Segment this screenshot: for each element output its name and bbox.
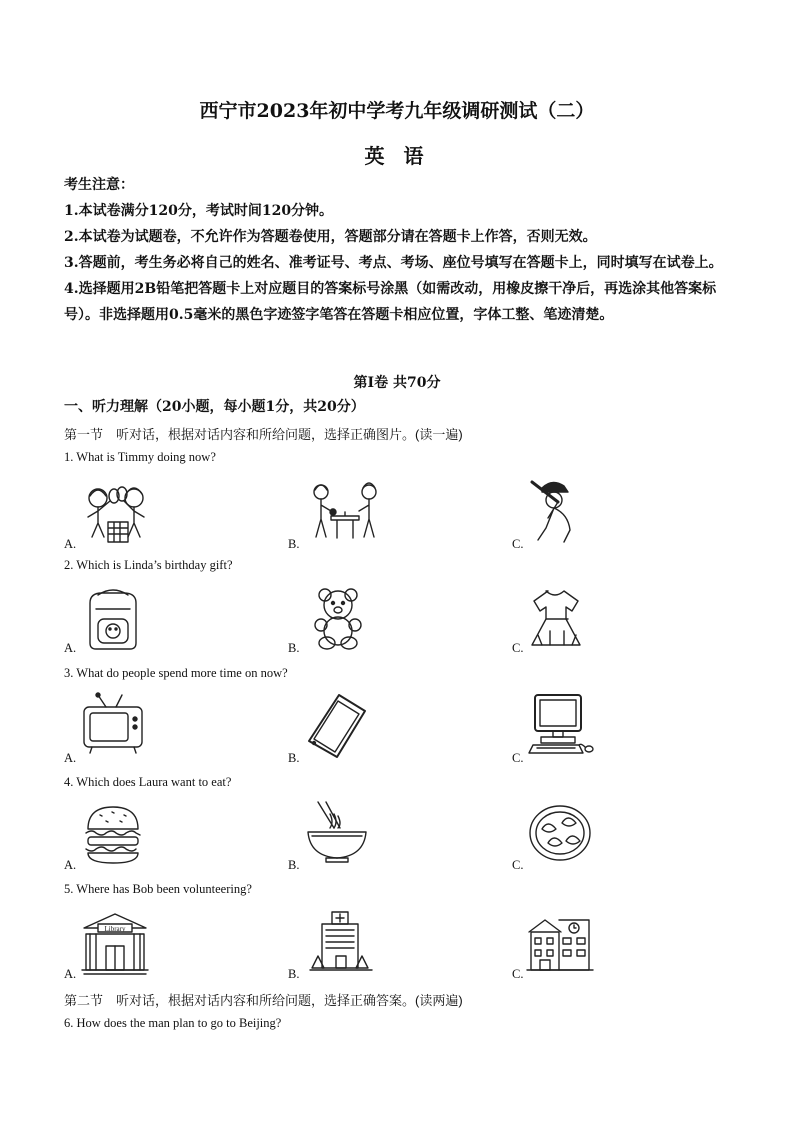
option-label: C. <box>512 751 524 765</box>
option-label: B. <box>288 858 300 872</box>
hamburger-icon <box>82 803 144 865</box>
exam-notes <box>64 172 736 328</box>
smartphone-icon <box>305 693 367 759</box>
option-label: C. <box>512 537 524 551</box>
dress-icon <box>524 585 590 651</box>
exam-title: 西宁市2023年初中学考九年级调研测试（二） <box>199 100 595 122</box>
teddy-bear-icon <box>305 585 371 651</box>
question-3: 3. What do people spend more time on now? <box>64 666 288 680</box>
option-label: C. <box>512 641 524 655</box>
option-label: A. <box>64 641 77 655</box>
backpack-icon <box>80 585 146 651</box>
option-label: B. <box>288 751 300 765</box>
question-1: 1. What is Timmy doing now? <box>64 450 216 464</box>
option-label: A. <box>64 537 77 551</box>
section-heading: 一、听力理解（20小题，每小题1分，共20分） <box>64 399 365 415</box>
question-6: 6. How does the man plan to go to Beijing? <box>64 1016 282 1030</box>
noodles-icon <box>304 800 370 866</box>
ping-pong-players-icon <box>307 478 383 544</box>
question-5: 5. Where has Bob been volunteering? <box>64 882 252 896</box>
subject-title: 英 语 <box>364 144 430 168</box>
question-4: 4. Which does Laura want to eat? <box>64 775 232 789</box>
note-item: 4.选择题用2B铅笔把答题卡上对应题目的答案标号涂黑（如需改动，用橡皮擦干净后，再选涂其他答案标号）。非选择题用0.5毫米的黑色字迹签字笔答在答题卡相应位置，字体工整、笔迹清楚。 <box>64 281 717 323</box>
notes-heading: 考生注意： <box>64 177 134 193</box>
note-item: 2.本试卷为试题卷，不允许作为答题卷使用，答题部分请在答题卡上作答，否则无效。 <box>64 229 597 245</box>
question-2: 2. Which is Linda’s birthday gift? <box>64 558 233 572</box>
note-item: 1.本试卷满分120分，考试时间120分钟。 <box>64 203 334 219</box>
part-heading: 第Ⅰ卷 共70分 <box>353 375 441 391</box>
option-label: A. <box>64 751 77 765</box>
dumplings-icon <box>528 803 592 863</box>
option-label: A. <box>64 967 77 981</box>
option-label: C. <box>512 967 524 981</box>
option-label: A. <box>64 858 77 872</box>
badminton-players-icon <box>80 478 156 544</box>
television-icon <box>80 693 146 755</box>
hospital-icon <box>308 910 374 972</box>
subsection-2-heading: 第二节 听对话，根据对话内容和所给问题，选择正确答案。(读两遍) <box>64 993 463 1008</box>
option-label: B. <box>288 641 300 655</box>
option-label: C. <box>512 858 524 872</box>
school-building-icon <box>525 910 595 976</box>
computer-icon <box>527 693 597 755</box>
library-icon <box>80 910 150 976</box>
library-sign-text: Library <box>104 925 126 933</box>
option-label: B. <box>288 967 300 981</box>
baseball-batter-icon <box>524 478 594 544</box>
note-item: 3.答题前，考生务必将自己的姓名、准考证号、考点、考场、座位号填写在答题卡上，同时填写在试卷上。 <box>64 255 723 271</box>
option-label: B. <box>288 537 300 551</box>
subsection-1-heading: 第一节 听对话，根据对话内容和所给问题，选择正确图片。(读一遍) <box>64 427 463 442</box>
